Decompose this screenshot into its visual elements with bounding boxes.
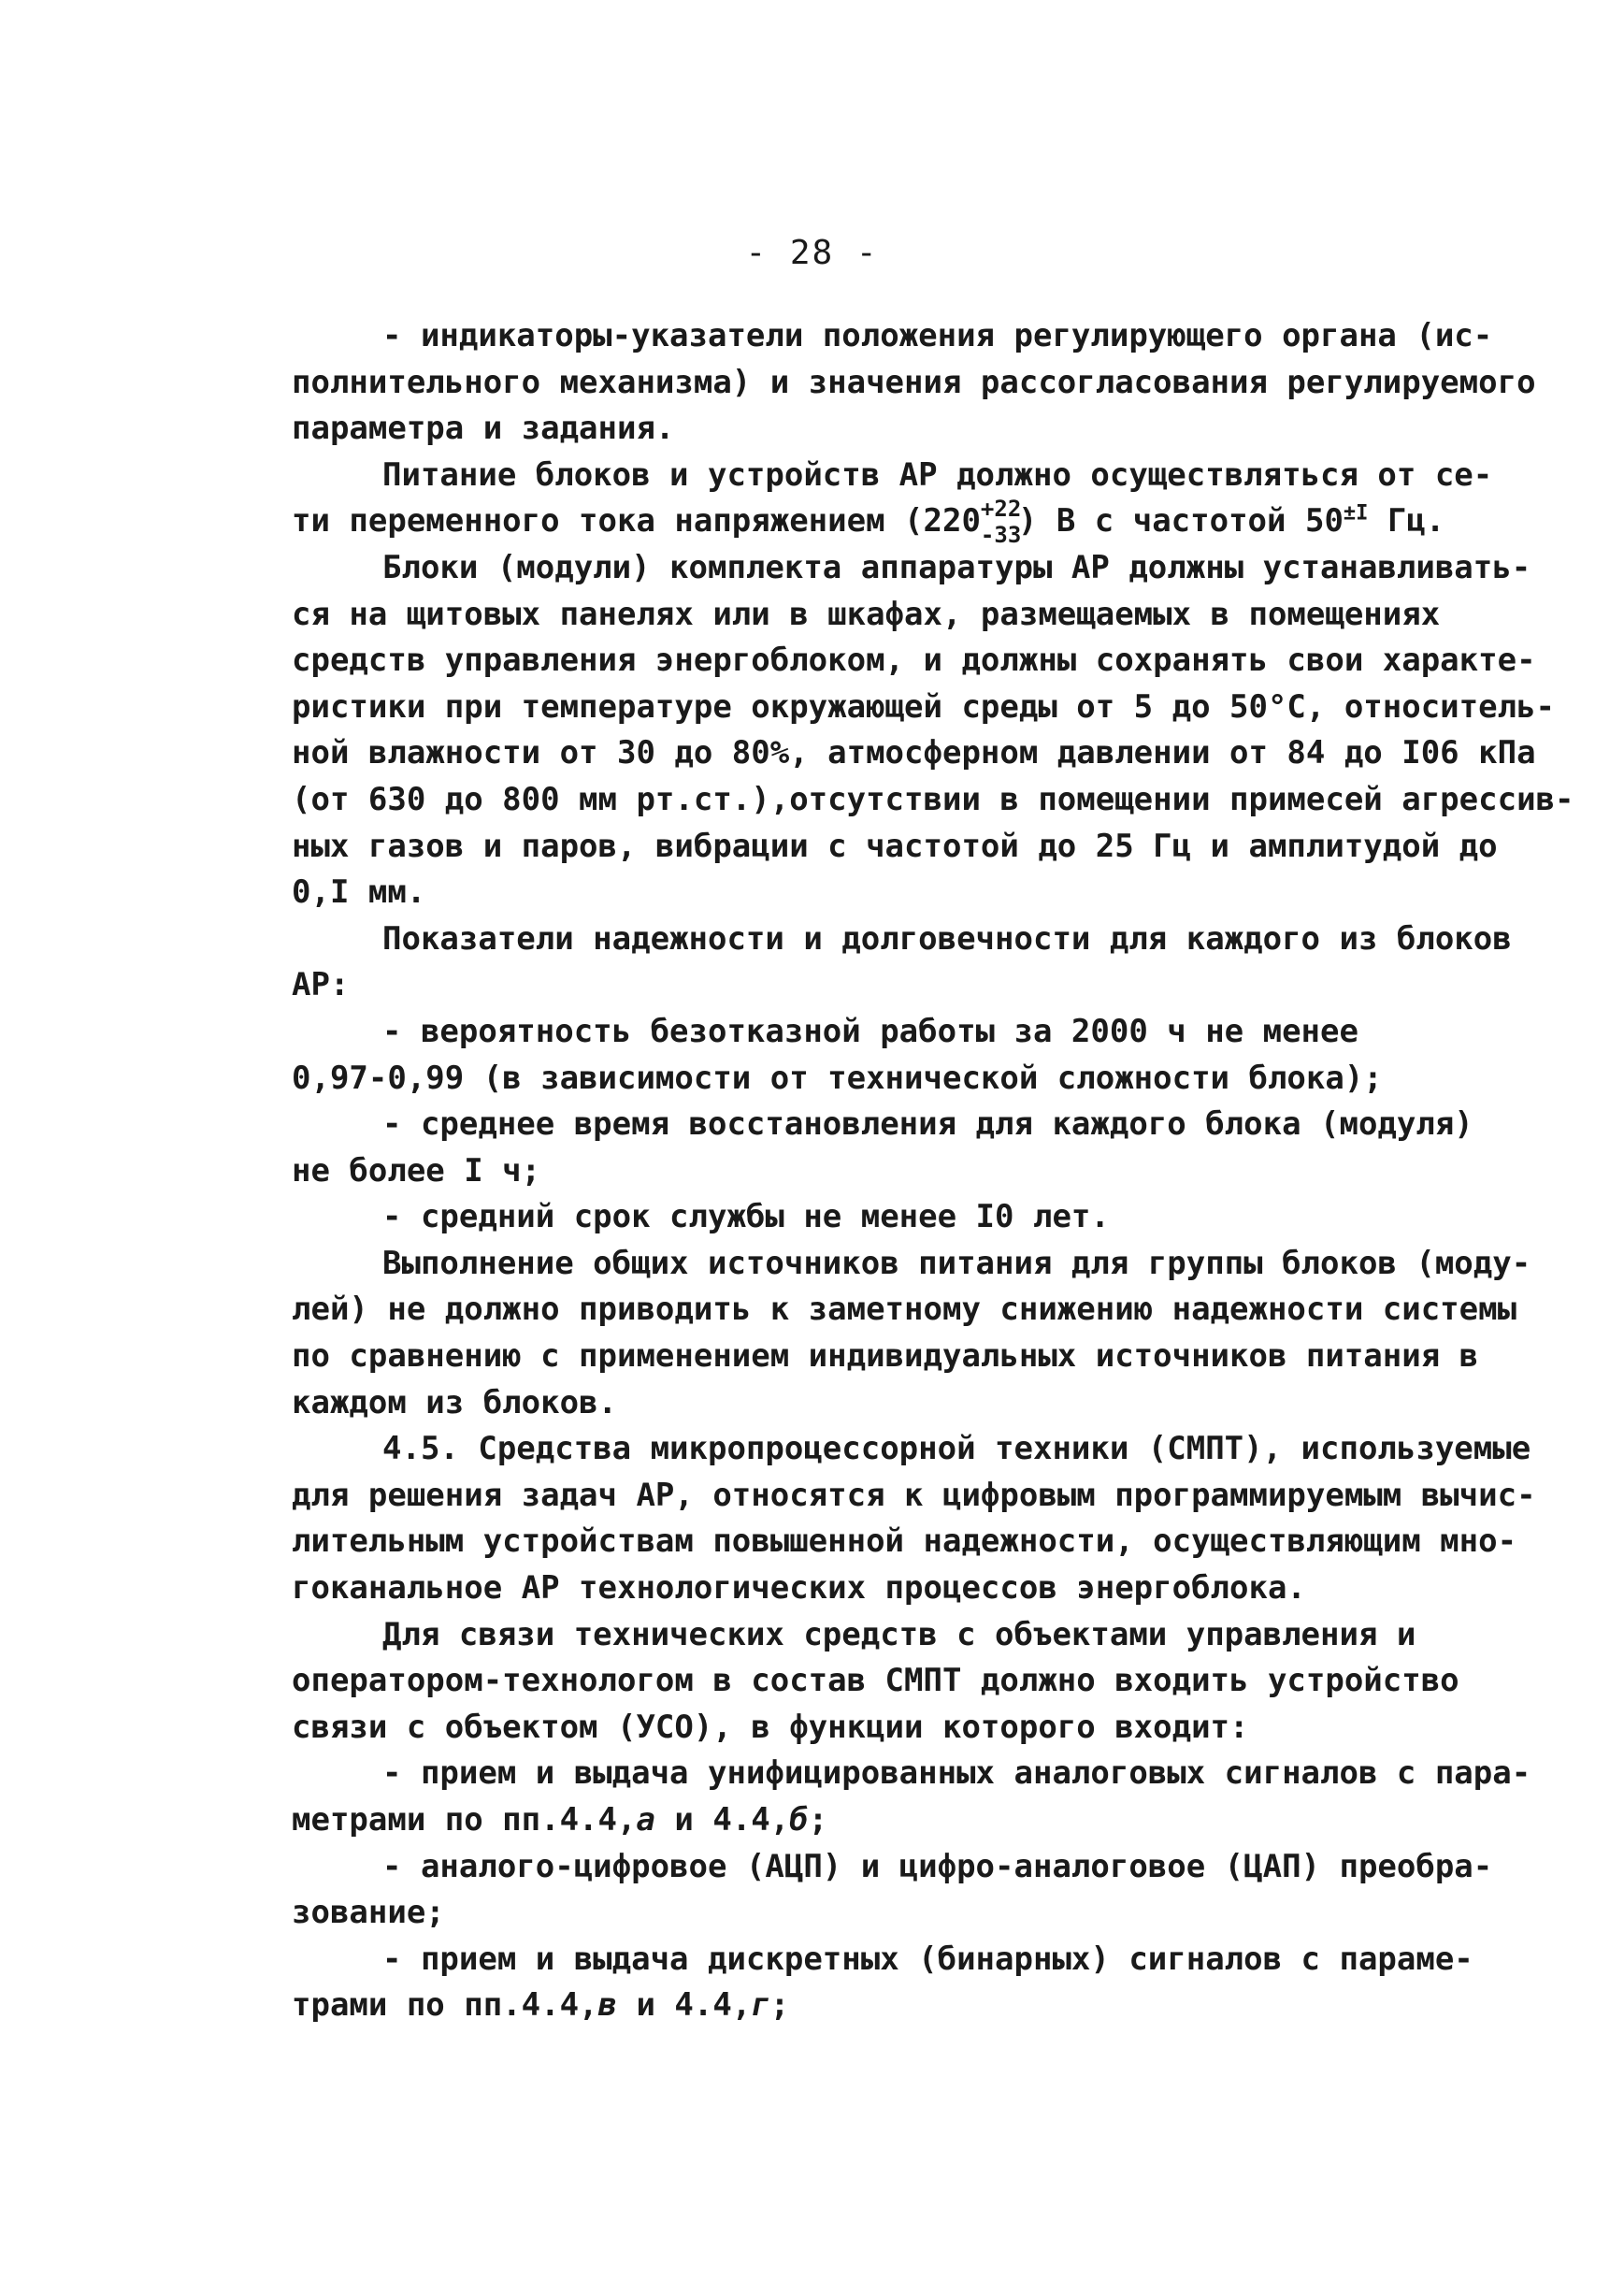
page-number: - 28 - xyxy=(745,234,879,272)
text-fragment: ; xyxy=(808,1801,828,1839)
text-line: каждом из блоков. xyxy=(292,1383,617,1421)
text-line: полнительного механизма) и значения рассогласования регулируемого xyxy=(292,363,1536,401)
text-line-with-references xyxy=(292,1983,1507,2029)
tolerance-minus: -33 xyxy=(980,522,1022,549)
text-line: связи с объектом (УСО), в функции которого входит: xyxy=(292,1708,1249,1746)
document-body xyxy=(292,313,1574,2029)
text-fragment: метрами по пп.4.4, xyxy=(292,1801,637,1839)
text-line: АР: xyxy=(292,966,350,1004)
text-line: - средний срок службы не менее I0 лет. xyxy=(382,1198,1110,1236)
text-line: зование; xyxy=(292,1894,445,1932)
text-line: для решения задач АР, относятся к цифровым программируемым вычис- xyxy=(292,1476,1536,1514)
text-line: - прием и выдача дискретных (бинарных) сигналов с параме- xyxy=(382,1940,1473,1978)
text-line: лей) не должно приводить к заметному снижению надежности системы xyxy=(292,1291,1517,1329)
text-line: ной влажности от 30 до 80%, атмосферном давлении от 84 до I06 кПа xyxy=(292,734,1536,772)
text-fragment: Гц. xyxy=(1368,502,1445,541)
text-line: ся на щитовых панелях или в шкафах, размещаемых в помещениях xyxy=(292,595,1441,633)
text-line: по сравнению с применением индивидуальных источников питания в xyxy=(292,1337,1479,1376)
text-line: ных газов и паров, вибрации с частотой до 25 Гц и амплитудой до xyxy=(292,827,1498,865)
text-fragment: и 4.4, xyxy=(654,1801,790,1839)
text-line: - среднее время восстановления для каждого блока (модуля) xyxy=(382,1105,1473,1144)
text-line: - аналого-цифровое (АЦП) и цифро-аналоговое (ЦАП) преобра- xyxy=(382,1847,1493,1885)
text-line-with-formula xyxy=(292,496,1507,549)
item-letter: б xyxy=(789,1801,809,1839)
text-line: параметра и задания. xyxy=(292,410,675,448)
item-letter: г xyxy=(751,1986,770,2025)
text-line: - прием и выдача унифицированных аналоговых сигналов с пара- xyxy=(382,1754,1531,1793)
section-heading-line: 4.5. Средства микропроцессорной техники (СМПТ), используемые xyxy=(382,1430,1531,1468)
item-letter: а xyxy=(636,1801,655,1839)
text-fragment: ) В с частотой 50 xyxy=(1017,502,1344,541)
tolerance-plus: +22 xyxy=(980,496,1022,523)
text-line: лительным устройствам повышенной надежности, осуществляющим мно- xyxy=(292,1522,1517,1561)
frequency-tolerance: ±I xyxy=(1343,502,1369,526)
text-line: - вероятность безотказной работы за 2000 ч не менее xyxy=(382,1012,1358,1050)
text-line: Показатели надежности и долговечности для каждого из блоков xyxy=(382,919,1512,958)
text-line: ристики при температуре окружающей среды от 5 до 50°С, относитель- xyxy=(292,687,1556,726)
text-fragment: и 4.4, xyxy=(617,1986,752,2025)
text-line: Питание блоков и устройств АР должно осуществляться от се- xyxy=(382,455,1493,494)
text-line: Выполнение общих источников питания для группы блоков (моду- xyxy=(382,1244,1531,1282)
text-line: Блоки (модули) комплекта аппаратуры АР должны устанавливать- xyxy=(382,548,1531,586)
text-line: средств управления энергоблоком, и должны сохранять свои характе- xyxy=(292,642,1536,680)
text-line: (от 630 до 800 мм рт.ст.),отсутствии в помещении примесей агрессив- xyxy=(292,780,1574,818)
item-letter: в xyxy=(597,1986,617,2025)
text-line: 0,I мм. xyxy=(292,873,426,912)
text-line: 0,97-0,99 (в зависимости от технической сложности блока); xyxy=(292,1059,1383,1097)
text-line: - индикаторы-указатели положения регулирующего органа (ис- xyxy=(382,317,1493,354)
text-fragment: трами по пп.4.4, xyxy=(292,1986,598,2025)
voltage-tolerance xyxy=(980,496,1022,549)
text-line: оператором-технологом в состав СМПТ должно входить устройство xyxy=(292,1662,1459,1700)
text-line: гоканальное АР технологических процессов энергоблока. xyxy=(292,1569,1306,1608)
text-line: Для связи технических средств с объектами управления и xyxy=(382,1615,1416,1653)
text-line-with-references xyxy=(292,1797,1507,1844)
text-line: не более I ч; xyxy=(292,1151,541,1190)
text-fragment: ти переменного тока напряжением (220 xyxy=(292,502,981,541)
text-fragment: ; xyxy=(769,1986,790,2025)
